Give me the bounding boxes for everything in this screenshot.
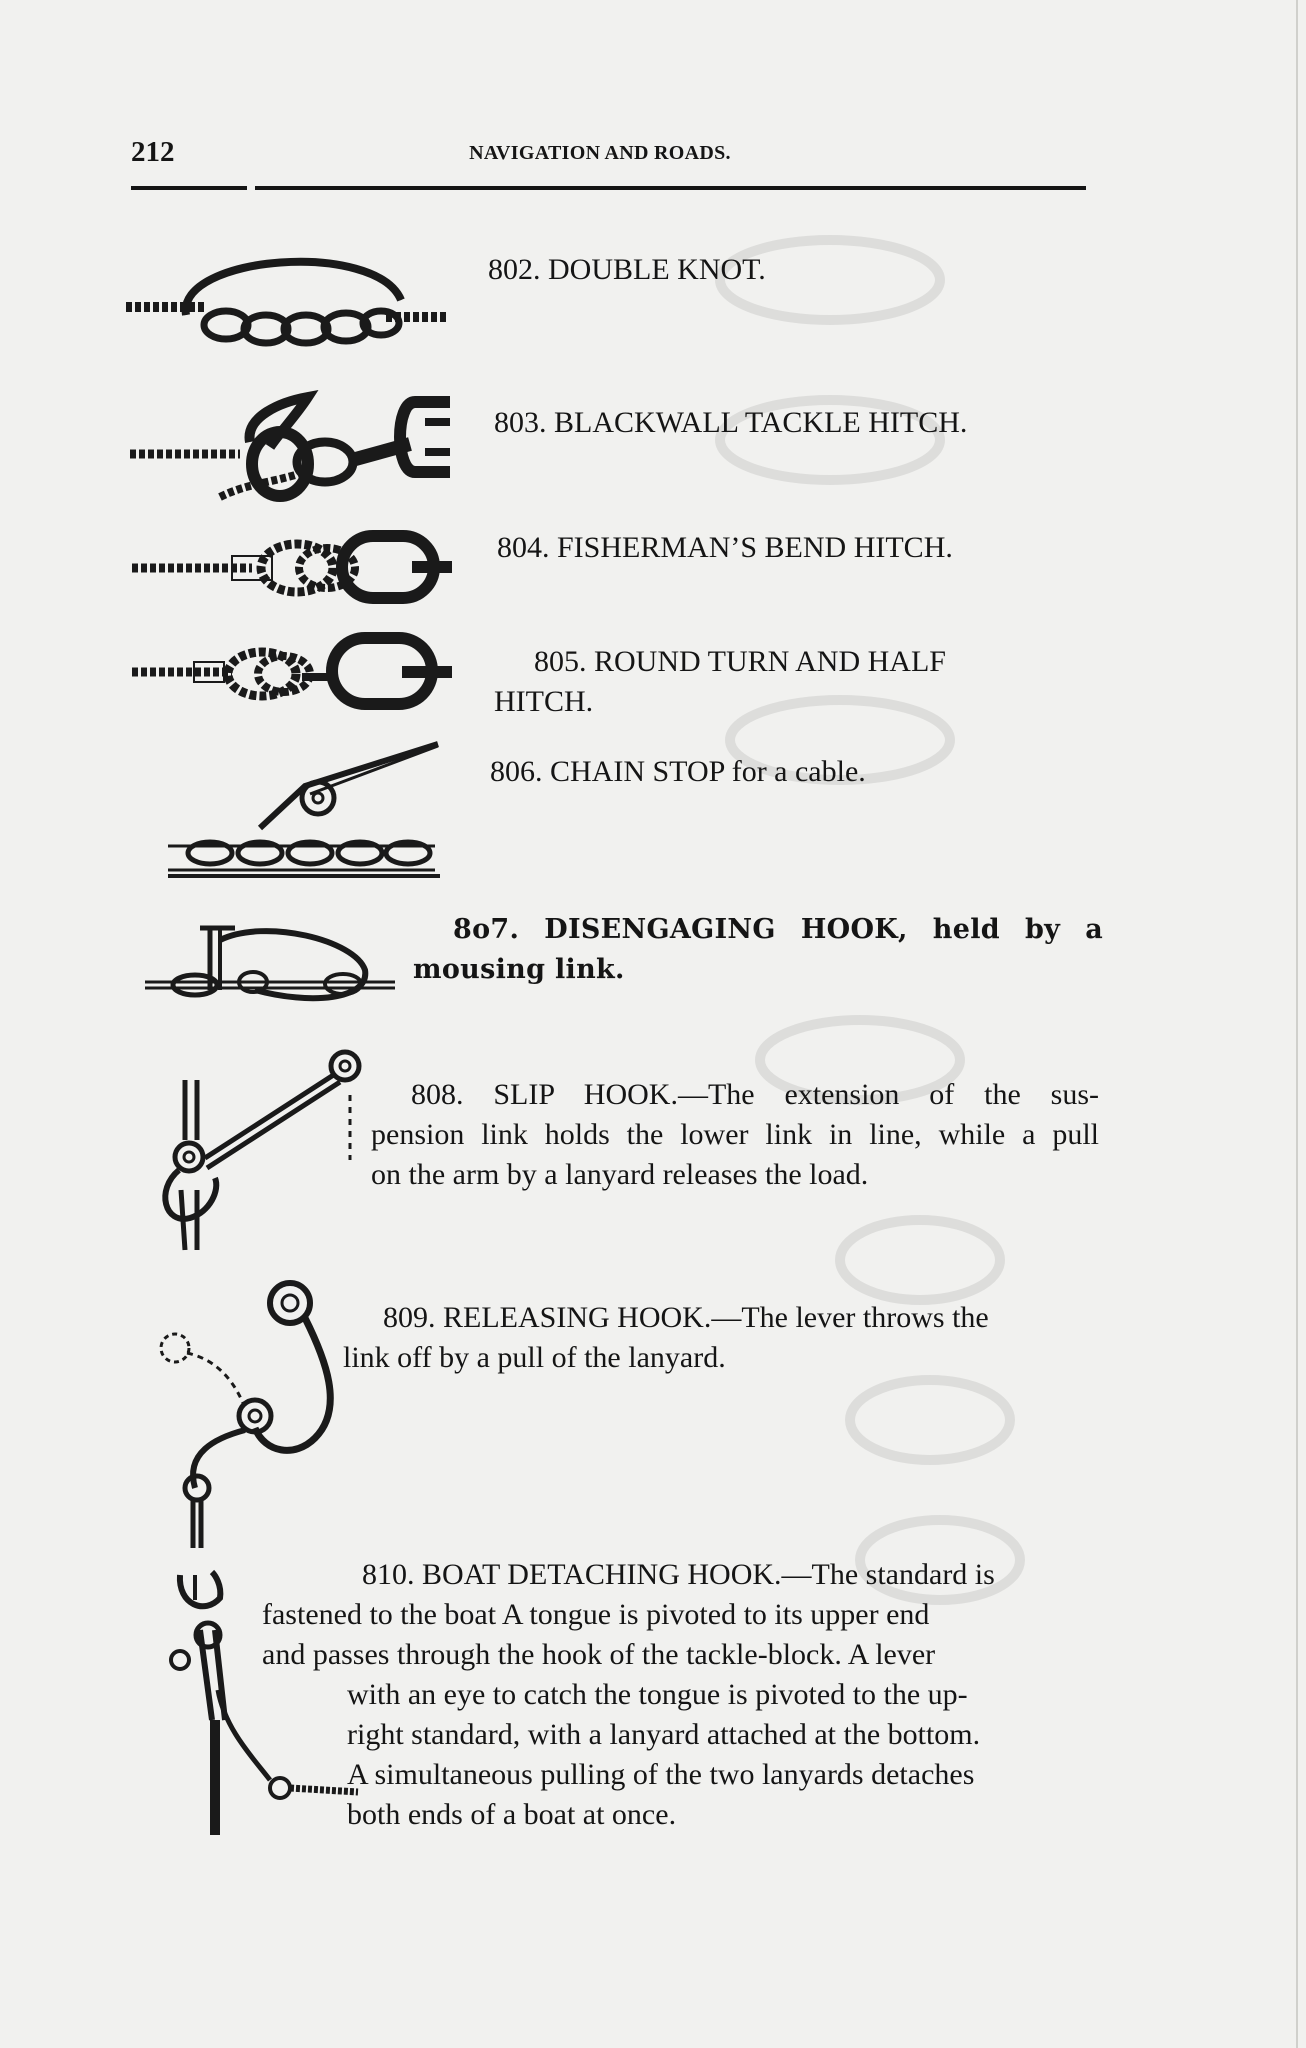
page-edge [1296,0,1298,2048]
entry-810-line: right standard, with a lanyard attached at the bottom. [347,1718,981,1751]
entry-804-line: 804. FISHERMAN’S BEND HITCH. [497,531,953,564]
fishermans-bend-hitch-figure [132,528,452,608]
entry-810 [262,1555,1082,1835]
entry-810-line: 810. BOAT DETACHING HOOK.—The standard is [362,1558,995,1591]
entry-810-line: both ends of a boat at once. [347,1798,677,1831]
releasing-hook-figure [155,1278,355,1553]
entry-810-line: fastened to the boat A tongue is pivoted to its upper end [262,1598,930,1631]
entry-808 [371,1075,1099,1195]
double-knot-figure [126,245,446,355]
header-rule [131,186,1086,190]
entry-807-line: mousing link. [413,954,625,985]
entry-807 [413,910,1103,990]
entry-810-line: A simultaneous pulling of the two lanyards detaches [347,1758,975,1791]
entry-806 [490,752,866,792]
entry-805-line: 805. ROUND TURN AND HALF [534,645,946,678]
entry-804 [497,528,953,568]
entry-803-line: 803. BLACKWALL TACKLE HITCH. [494,406,968,439]
entry-806-line: 806. CHAIN STOP for a cable. [490,755,866,788]
disengaging-hook-figure [145,920,395,1020]
page-number: 212 [131,136,175,168]
entry-802-line: 802. DOUBLE KNOT. [488,253,766,286]
running-title: NAVIGATION AND ROADS. [469,142,731,164]
entry-805-line: HITCH. [494,685,594,718]
entry-808-line: on the arm by a lanyard releases the load. [371,1158,869,1191]
entry-810-line: with an eye to catch the tongue is pivoted to the up- [347,1678,968,1711]
chain-stop-figure [160,738,450,883]
entry-808-line: pension link holds the lower link in line, while a pull [371,1118,1099,1151]
entry-803 [494,403,967,443]
slip-hook-figure [145,1040,365,1260]
entry-807-line: 8o7. DISENGAGING HOOK, held by a [453,914,1103,945]
round-turn-half-hitch-figure [132,632,452,712]
blackwall-tackle-hitch-figure [130,392,460,512]
entry-809 [343,1298,1103,1378]
entry-808-line: 808. SLIP HOOK.—The extension of the sus- [411,1078,1099,1111]
entry-809-line: 809. RELEASING HOOK.—The lever throws the [383,1301,989,1334]
entry-809-line: link off by a pull of the lanyard. [343,1341,726,1374]
entry-810-line: and passes through the hook of the tackle-block. A lever [262,1638,936,1671]
entry-802 [488,250,766,290]
entry-805 [494,642,1054,722]
